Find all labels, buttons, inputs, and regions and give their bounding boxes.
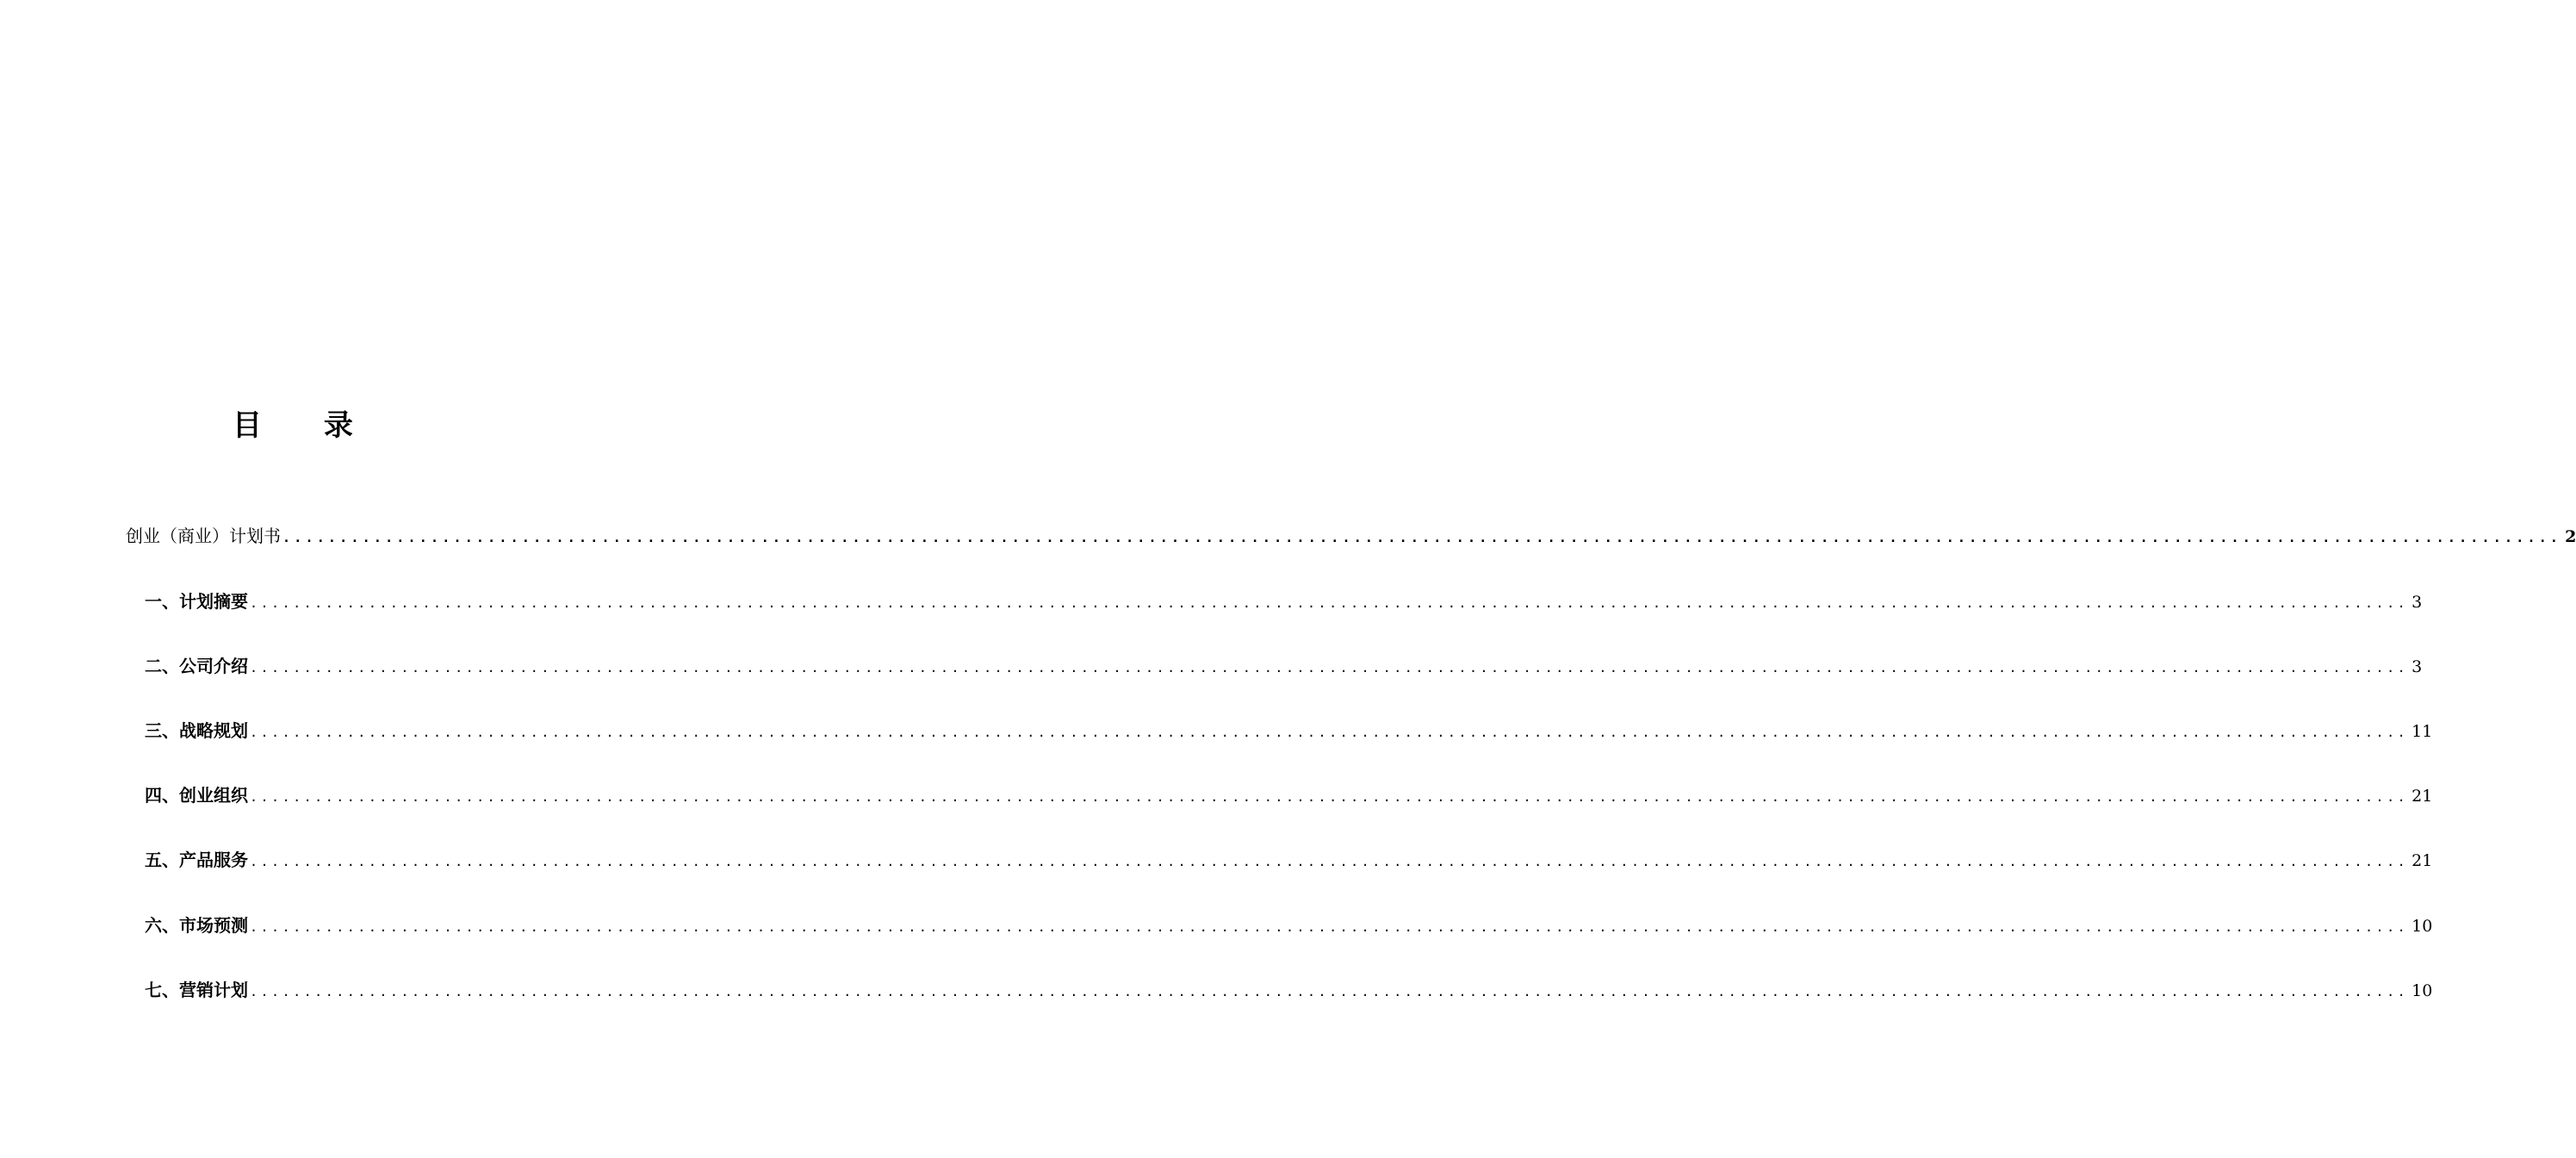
toc-entry-label: 一、计划摘要: [145, 591, 248, 612]
toc-leader-dots: ........................................................................................................................................................................................................: [250, 919, 2409, 935]
toc-leader-dots: ........................................................................................................................................................................................................: [250, 984, 2409, 999]
toc-leader-dots: ........................................................................................................................................................................................................: [250, 660, 2409, 676]
toc-entry-label: 三、战略规划: [145, 720, 248, 741]
toc-entry-company-intro[interactable]: [145, 654, 2423, 678]
toc-entry-page: 3: [2412, 657, 2423, 676]
toc-entry-business-plan[interactable]: [126, 524, 2576, 548]
toc-entry-page: 21: [2412, 851, 2433, 870]
toc-leader-dots: ........................................................................................................................................................................................................: [250, 725, 2409, 740]
toc-entry-marketing-plan[interactable]: [145, 978, 2433, 1002]
toc-entry-market-forecast[interactable]: [145, 913, 2433, 937]
toc-entry-page: 10: [2412, 917, 2433, 936]
toc-entry-startup-organization[interactable]: [145, 783, 2433, 807]
toc-leader-dots: ........................................................................................................................................................................................................: [250, 789, 2409, 805]
toc-entry-strategic-planning[interactable]: [145, 719, 2433, 743]
toc-leader-dots: ........................................................................................................................................................................................................: [250, 595, 2409, 611]
toc-leader-dots: ........................................................................................................................................................................................................: [250, 854, 2409, 869]
toc-entry-label: 七、营销计划: [145, 980, 248, 1000]
toc-entry-label: 五、产品服务: [145, 850, 248, 870]
toc-entry-page: 10: [2412, 981, 2433, 1000]
toc-entry-products-services[interactable]: [145, 848, 2433, 872]
toc-entry-page: 21: [2412, 787, 2433, 806]
toc-entry-label: 六、市场预测: [145, 915, 248, 936]
toc-leader-dots: ........................................................................................................................................................................................................: [282, 530, 2562, 545]
toc-entry-label: 二、公司介绍: [145, 656, 248, 676]
toc-entry-page: 2: [2565, 527, 2576, 546]
toc-entry-label: 创业（商业）计划书: [126, 526, 281, 546]
toc-entry-plan-summary[interactable]: [145, 589, 2423, 613]
toc-entry-label: 四、创业组织: [145, 785, 248, 806]
toc-title: 目 录: [233, 408, 379, 443]
toc-entry-page: 11: [2412, 722, 2433, 741]
toc-entry-page: 3: [2412, 593, 2423, 612]
